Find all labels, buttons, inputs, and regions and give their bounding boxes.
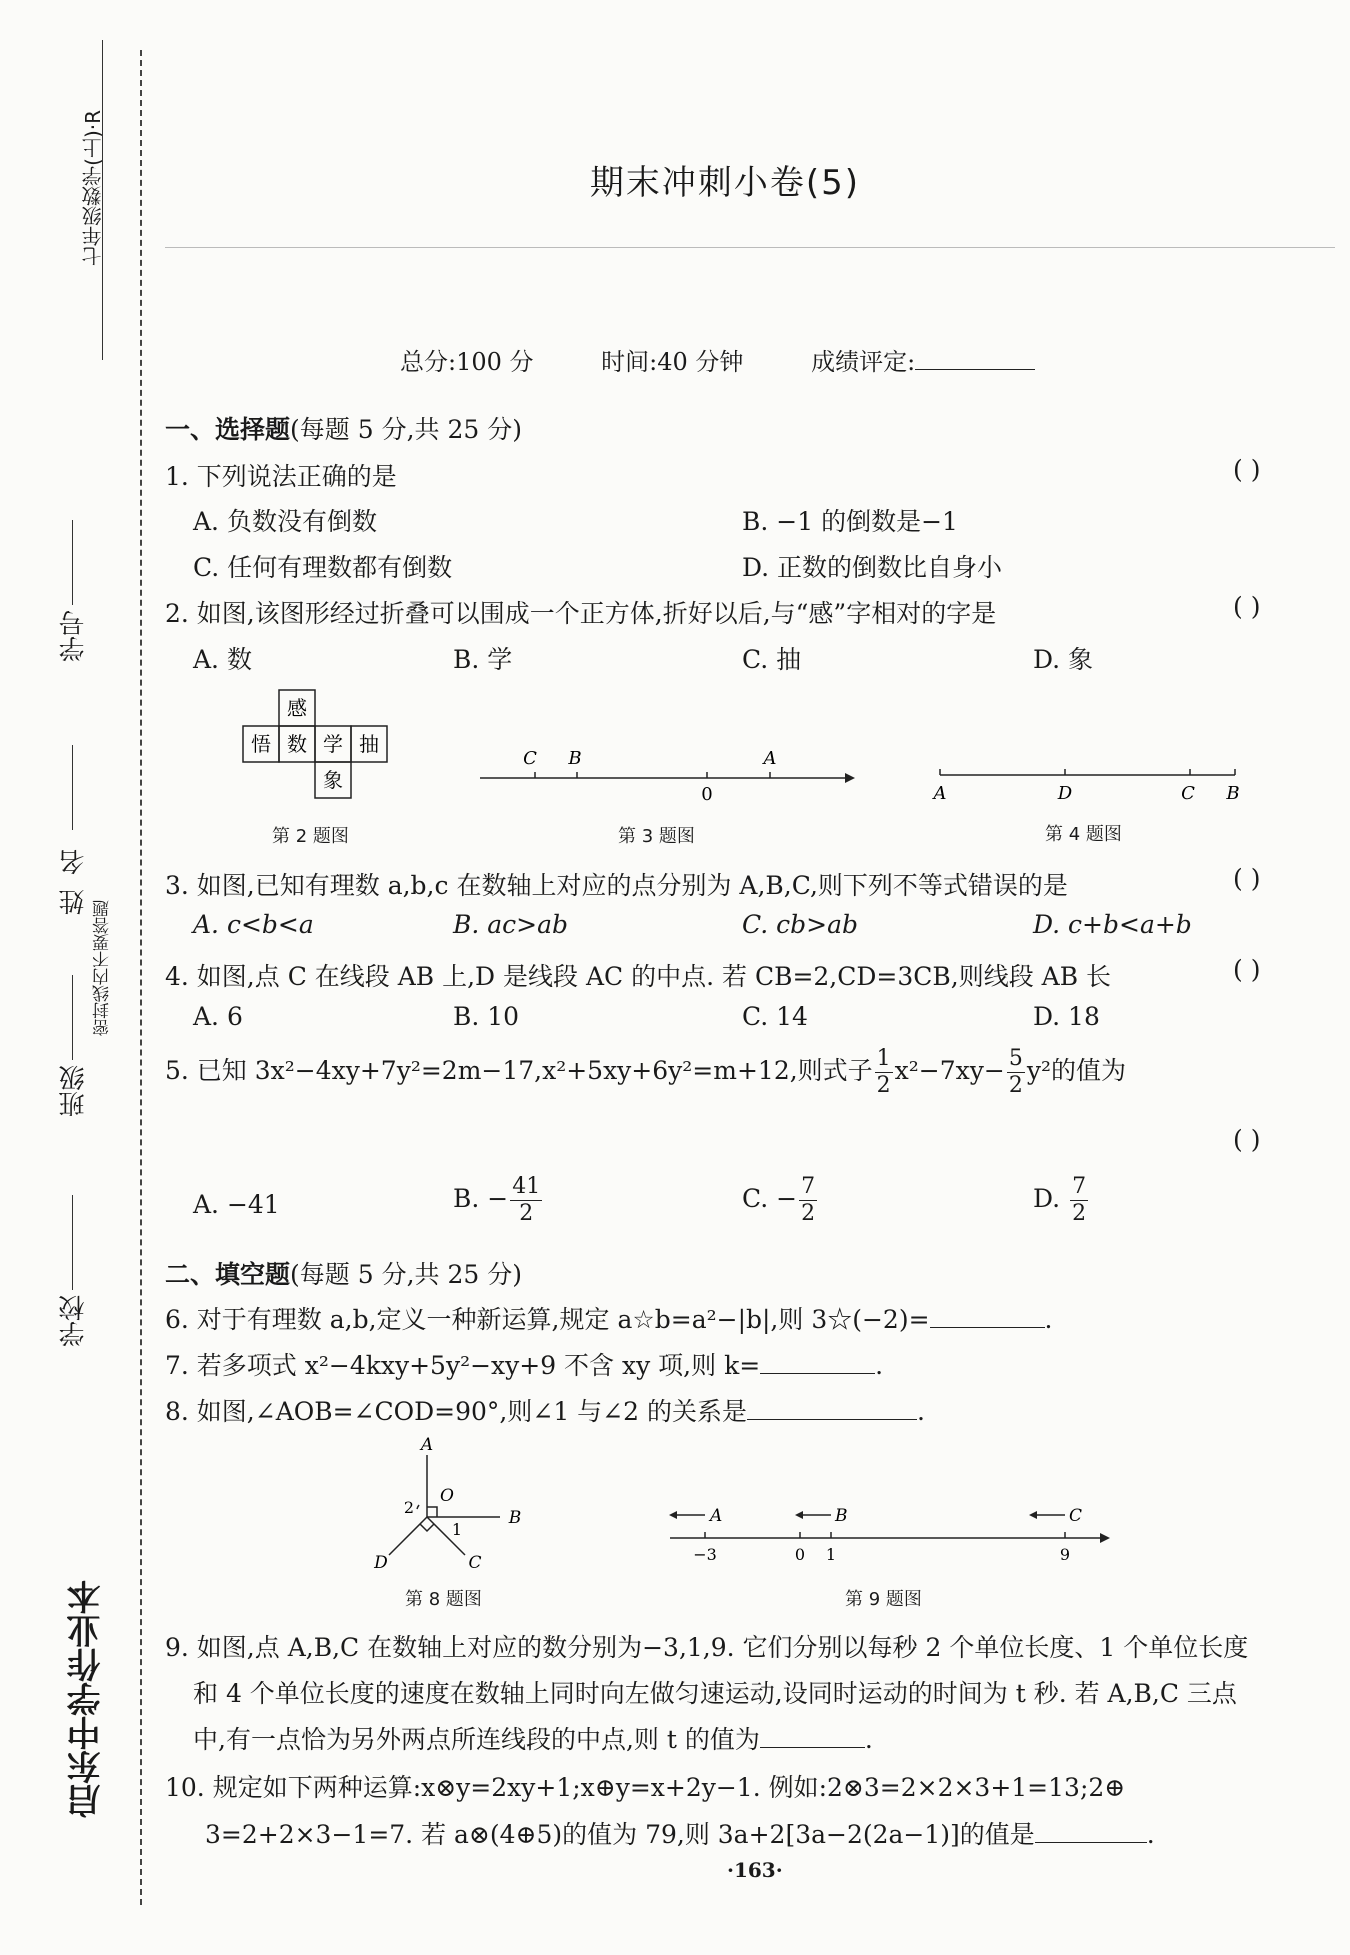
- q8: [165, 1392, 925, 1428]
- section-2-title: 二、填空题: [165, 1260, 291, 1289]
- q2-option-c[interactable]: C. 抽: [742, 645, 802, 674]
- q9-line2: 和 4 个单位长度的速度在数轴上同时向左做匀速运动,设同时运动的时间为 t 秒. 若 A,B,C 三点: [193, 1679, 1237, 1708]
- seal-line-left: [140, 50, 142, 1905]
- q8-end: .: [916, 1397, 925, 1426]
- section-2-heading: [165, 1255, 522, 1291]
- fig4-segment: [930, 755, 1250, 805]
- title-rule: [165, 247, 1335, 248]
- class-blank[interactable]: [72, 975, 73, 1060]
- q10-line2-text: 3=2+2×3−1=7. 若 a⊗(4⊕5)的值为 79,则 3a+2[3a−2(2a−1)]的值是: [205, 1820, 1035, 1849]
- q1-stem: 1. 下列说法正确的是: [165, 462, 397, 491]
- q9-line3: [193, 1720, 873, 1756]
- page-number: ·163·: [727, 1858, 783, 1882]
- q3-option-a[interactable]: A. c<b<a: [193, 910, 314, 939]
- q6-blank[interactable]: [930, 1327, 1045, 1328]
- q4-option-b[interactable]: B. 10: [453, 1002, 520, 1031]
- q8-blank[interactable]: [747, 1419, 917, 1420]
- fig9-number-line: [665, 1495, 1115, 1570]
- grade-eval-label: 成绩评定:: [811, 348, 916, 376]
- fig3-label-c: C: [523, 748, 537, 769]
- q10-line2: [205, 1815, 1155, 1851]
- fig3-label-zero: 0: [701, 784, 713, 805]
- q4-stem: 4. 如图,点 C 在线段 AB 上,D 是线段 AC 的中点. 若 CB=2,CD=3CB,则线段 AB 长: [165, 962, 1112, 991]
- q9-line3-text: 中,有一点恰为另外两点所连线段的中点,则 t 的值为: [193, 1725, 760, 1754]
- total-score: 总分:100 分: [400, 348, 534, 376]
- q3-option-c[interactable]: C. cb>ab: [742, 910, 858, 939]
- fig8-angles: [365, 1435, 540, 1570]
- q5-option-d[interactable]: [1033, 1176, 1090, 1225]
- q3-option-b[interactable]: B. ac>ab: [453, 910, 569, 939]
- section-1-note: (每题 5 分,共 25 分): [290, 415, 522, 444]
- q4-answer[interactable]: ( ): [1233, 955, 1261, 984]
- fig8-label-c: C: [468, 1553, 482, 1570]
- q5-stem-mid: x²−7xy−: [894, 1056, 1005, 1085]
- q5-d-frac: [1070, 1176, 1088, 1225]
- student-id-blank[interactable]: [72, 520, 73, 605]
- q6: [165, 1300, 1053, 1336]
- q7: [165, 1346, 883, 1382]
- net-cell-chou: 抽: [359, 732, 379, 756]
- q5-c-prefix: C. −: [742, 1184, 798, 1213]
- q9-blank[interactable]: [760, 1747, 865, 1748]
- page-title: 期末冲刺小卷(5): [589, 163, 861, 203]
- q5-c-den: 2: [801, 1201, 816, 1226]
- q5-d-den: 2: [1072, 1201, 1087, 1226]
- student-id-label: 学号: [59, 610, 89, 662]
- q5-frac-half: [875, 1048, 893, 1097]
- school-label: 学校: [59, 1295, 89, 1347]
- q6-end: .: [1044, 1305, 1053, 1334]
- net-cell-xue: 学: [323, 732, 343, 756]
- q5-b-num: 41: [512, 1174, 541, 1199]
- net-cell-gan: 感: [287, 696, 307, 720]
- q8-stem: 8. 如图,∠AOB=∠COD=90°,则∠1 与∠2 的关系是: [165, 1397, 747, 1426]
- fig4-label-a: A: [933, 783, 947, 804]
- fig4-label-d: D: [1057, 783, 1073, 804]
- fig3-label-a: A: [763, 748, 777, 769]
- fig8-label-a: A: [420, 1435, 434, 1455]
- q6-stem: 6. 对于有理数 a,b,定义一种新运算,规定 a☆b=a²−|b|,则 3☆(−2)=: [165, 1305, 930, 1334]
- fig2-cube-net: [235, 688, 395, 803]
- q10-blank[interactable]: [1035, 1842, 1147, 1843]
- fig9-tick-neg3: −3: [693, 1545, 717, 1564]
- q1-option-a[interactable]: A. 负数没有倒数: [193, 507, 377, 536]
- q1-answer[interactable]: ( ): [1233, 455, 1261, 484]
- q5-stem: [165, 1048, 1126, 1097]
- q9-end: .: [864, 1725, 873, 1754]
- q9-line1: 9. 如图,点 A,B,C 在数轴上对应的数分别为−3,1,9. 它们分别以每秒 2 个单位长度、1 个单位长度: [165, 1633, 1249, 1662]
- fig8-label-o: O: [440, 1486, 454, 1506]
- section-2-note: (每题 5 分,共 25 分): [290, 1260, 522, 1289]
- fig4-label-b: B: [1226, 783, 1240, 804]
- q5-frac2-num: 5: [1008, 1046, 1023, 1071]
- fig9-caption: 第 9 题图: [845, 1589, 922, 1610]
- net-cell-shu: 数: [287, 732, 307, 756]
- q5-stem-a: 5. 已知 3x²−4xy+7y²=2m−17,x²+5xy+6y²=m+12,则式子: [165, 1056, 873, 1085]
- q5-d-prefix: D.: [1033, 1184, 1061, 1213]
- q5-d-num: 7: [1072, 1174, 1087, 1199]
- q1-option-b[interactable]: B. −1 的倒数是−1: [742, 507, 958, 536]
- q5-b-prefix: B. −: [453, 1184, 509, 1213]
- q2-option-b[interactable]: B. 学: [453, 645, 513, 674]
- fig9-tick-0: 0: [794, 1545, 806, 1564]
- publisher-label: 启东中学作业本: [67, 1580, 107, 1818]
- name-label: 姓名: [59, 835, 89, 915]
- net-cell-xiang: 象: [323, 768, 343, 792]
- fig3-number-line: [475, 740, 855, 810]
- fig8-angle-2: 2: [403, 1498, 415, 1517]
- q5-frac1-den: 2: [876, 1073, 891, 1098]
- q3-option-d[interactable]: D. c+b<a+b: [1033, 910, 1192, 939]
- q10-line1: 10. 规定如下两种运算:x⊗y=2xy+1;x⊕y=x+2y−1. 例如:2⊗3=2×2×3+1=13;2⊕: [165, 1773, 1126, 1802]
- name-blank[interactable]: [72, 745, 73, 830]
- grade-eval-blank[interactable]: [915, 369, 1035, 370]
- q5-c-num: 7: [801, 1174, 816, 1199]
- q5-frac1-num: 1: [876, 1046, 891, 1071]
- q5-option-c[interactable]: [742, 1176, 819, 1225]
- time-limit: 时间:40 分钟: [601, 348, 744, 376]
- section-1-title: 一、选择题: [165, 415, 291, 444]
- q2-answer[interactable]: ( ): [1233, 592, 1261, 621]
- section-1-heading: [165, 410, 522, 446]
- q5-option-b[interactable]: [453, 1176, 544, 1225]
- fig3-label-b: B: [568, 748, 582, 769]
- fig8-caption: 第 8 题图: [405, 1589, 482, 1610]
- fig8-angle-1: 1: [451, 1520, 463, 1539]
- q5-frac2-den: 2: [1008, 1073, 1023, 1098]
- q5-b-frac: [510, 1176, 542, 1225]
- q5-stem-b: y²的值为: [1026, 1056, 1126, 1085]
- q5-b-den: 2: [519, 1201, 534, 1226]
- fig9-tick-9: 9: [1059, 1545, 1071, 1564]
- fig4-caption: 第 4 题图: [1045, 824, 1122, 845]
- fig3-caption: 第 3 题图: [618, 826, 695, 847]
- fig4-label-c: C: [1181, 783, 1195, 804]
- grade-label: 七年级数学(上)·R: [81, 110, 105, 266]
- q7-end: .: [875, 1351, 884, 1380]
- net-cell-wu: 悟: [251, 732, 271, 756]
- q1-option-d[interactable]: D. 正数的倒数比自身小: [742, 553, 1003, 582]
- fig8-label-d: D: [374, 1553, 388, 1570]
- q4-option-a[interactable]: A. 6: [193, 1002, 243, 1031]
- q5-option-a[interactable]: A. −41: [193, 1190, 280, 1219]
- school-blank[interactable]: [72, 1195, 73, 1290]
- fig8-label-b: B: [508, 1508, 522, 1528]
- q3-answer[interactable]: ( ): [1233, 864, 1261, 893]
- fig9-tick-1: 1: [825, 1545, 837, 1564]
- class-label: 班级: [59, 1065, 89, 1117]
- q1-option-c[interactable]: C. 任何有理数都有倒数: [193, 553, 453, 582]
- q2-stem: 2. 如图,该图形经过折叠可以围成一个正方体,折好以后,与“感”字相对的字是: [165, 599, 997, 628]
- fig9-label-b: B: [835, 1506, 848, 1526]
- seal-note: 密封线内不要答题: [93, 900, 113, 1036]
- q7-stem: 7. 若多项式 x²−4kxy+5y²−xy+9 不含 xy 项,则 k=: [165, 1351, 761, 1380]
- q5-answer[interactable]: ( ): [1233, 1125, 1261, 1154]
- fig9-label-a: A: [710, 1506, 723, 1526]
- q10-end: .: [1146, 1820, 1155, 1849]
- q3-stem: 3. 如图,已知有理数 a,b,c 在数轴上对应的点分别为 A,B,C,则下列不等式错误的是: [165, 871, 1068, 900]
- q4-option-c[interactable]: C. 14: [742, 1002, 808, 1031]
- fig2-caption: 第 2 题图: [272, 826, 349, 847]
- q5-c-frac: [799, 1176, 817, 1225]
- fig9-label-c: C: [1069, 1506, 1083, 1526]
- q5-frac-five-halves: [1007, 1048, 1025, 1097]
- q7-blank[interactable]: [760, 1373, 875, 1374]
- q2-option-d[interactable]: D. 象: [1033, 645, 1094, 674]
- q2-option-a[interactable]: A. 数: [193, 645, 252, 674]
- q4-option-d[interactable]: D. 18: [1033, 1002, 1100, 1031]
- score-info: [400, 342, 1035, 377]
